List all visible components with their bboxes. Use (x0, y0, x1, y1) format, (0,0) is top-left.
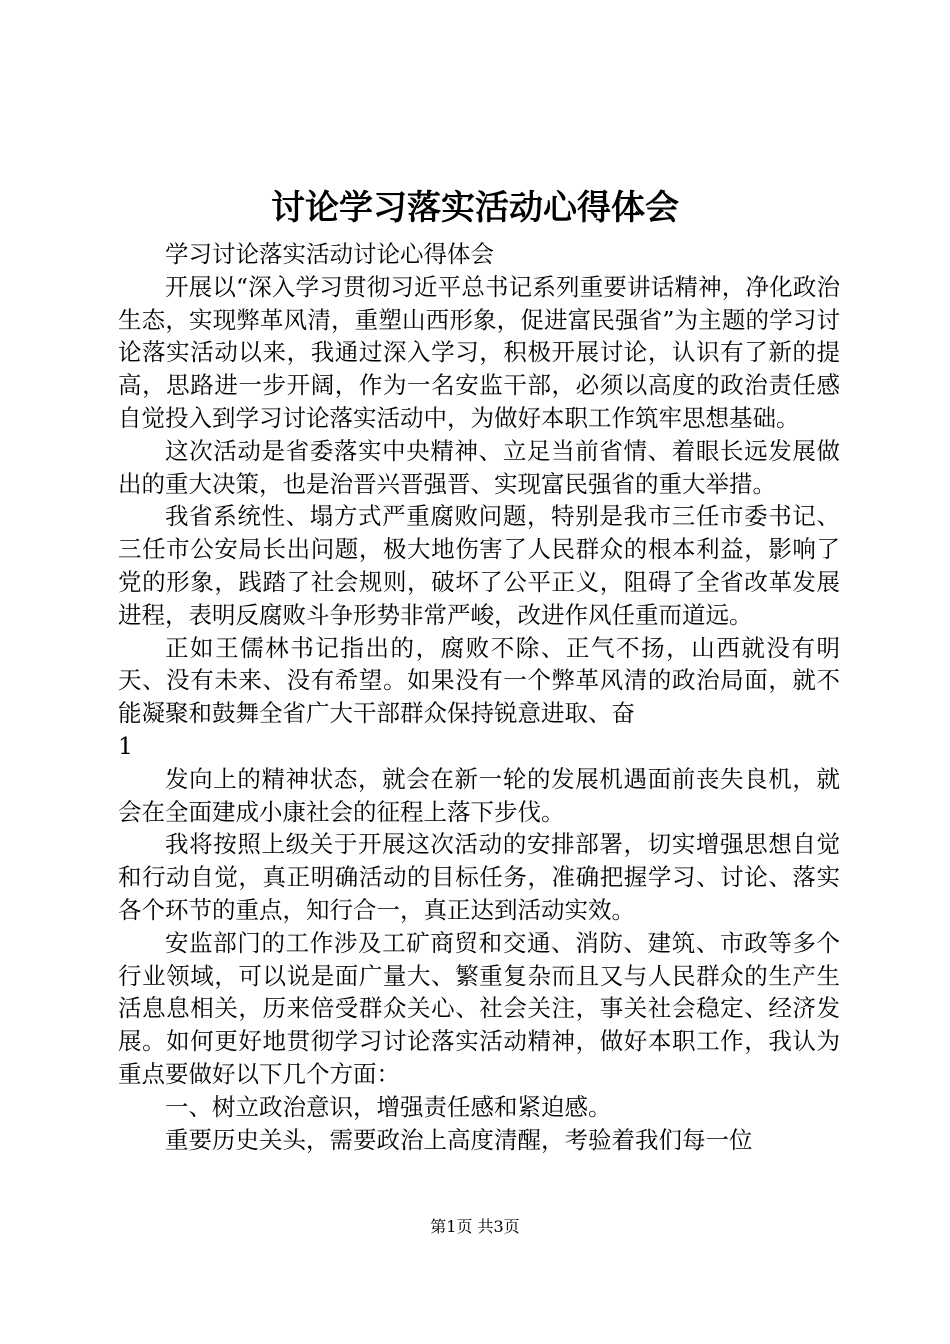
paragraph: 开展以“深入学习贯彻习近平总书记系列重要讲话精神，净化政治生态，实现弊革风清，重塑山西形象，促进富民强省”为主题的学习讨论落实活动以来，我通过深入学习，积极开展讨论，认识有了新的提高，思路进一步开阔，作为一名安监干部，必须以高度的政治责任感自觉投入到学习讨论落实活动中，为做好本职工作筑牢思想基础。 (118, 272, 840, 432)
paragraph: 这次活动是省委落实中央精神、立足当前省情、着眼长远发展做出的重大决策，也是治晋兴晋强晋、实现富民强省的重大举措。 (118, 436, 840, 498)
paragraph: 重要历史关头，需要政治上高度清醒，考验着我们每一位 (165, 1125, 753, 1154)
paragraph: 发向上的精神状态，就会在新一轮的发展机遇面前丧失良机，就会在全面建成小康社会的征程上落下步伐。 (118, 764, 840, 826)
paragraph: 学习讨论落实活动讨论心得体会 (165, 240, 494, 268)
paragraph: 一、树立政治意识，增强责任感和紧迫感。 (165, 1092, 612, 1121)
paragraph: 我省系统性、塌方式严重腐败问题，特别是我市三任市委书记、三任市公安局长出问题，极大地伤害了人民群众的根本利益，影响了党的形象，践踏了社会规则，破坏了公平正义，阻碍了全省改革发展进程，表明反腐败斗争形势非常严峻，改进作风任重而道远。 (118, 502, 840, 629)
page-footer: 第1页 共3页 (430, 1217, 520, 1236)
paragraph: 安监部门的工作涉及工矿商贸和交通、消防、建筑、市政等多个行业领域，可以说是面广量大、繁重复杂而且又与人民群众的生产生活息息相关，历来倍受群众关心、社会关注，事关社会稳定、经济发展。如何更好地贯彻学习讨论落实活动精神，做好本职工作，我认为重点要做好以下几个方面： (118, 928, 840, 1088)
paragraph: 正如王儒林书记指出的，腐败不除、正气不扬，山西就没有明天、没有未来、没有希望。如果没有一个弊革风清的政治局面，就不能凝聚和鼓舞全省广大干部群众保持锐意进取、奋 (118, 633, 840, 728)
paragraph: 我将按照上级关于开展这次活动的安排部署，切实增强思想自觉和行动自觉，真正明确活动的目标任务，准确把握学习、讨论、落实各个环节的重点，知行合一，真正达到活动实效。 (118, 830, 840, 924)
document-title: 讨论学习落实活动心得体会 (271, 188, 679, 228)
inline-page-number: 1 (118, 731, 133, 760)
document-body (118, 238, 840, 1156)
